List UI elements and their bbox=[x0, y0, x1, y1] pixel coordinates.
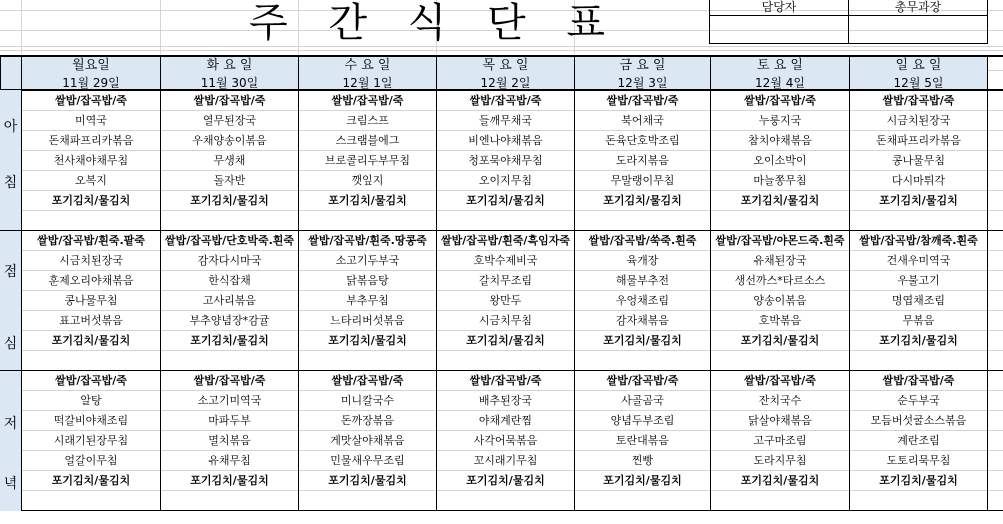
dinner-item: 쌀밥/잡곡밥/죽 bbox=[606, 374, 679, 387]
lunch-label-cell bbox=[0, 231, 21, 370]
dinner-item: 떡갈비야채조림 bbox=[53, 414, 129, 427]
lunch-item: 훈제오리야채볶음 bbox=[48, 274, 134, 287]
breakfast-item: 콩나물무침 bbox=[891, 154, 946, 167]
day-header-1 bbox=[161, 57, 298, 89]
breakfast-item: 쌀밥/잡곡밥/죽 bbox=[744, 94, 816, 107]
breakfast-item: 쌀밥/잡곡밥/죽 bbox=[606, 94, 679, 107]
dinner-item: 게맛살야채볶음 bbox=[330, 434, 405, 447]
dinner-item: 배추된장국 bbox=[478, 394, 533, 407]
lunch-item: 포기김치/물김치 bbox=[51, 334, 131, 347]
breakfast-item: 미역국 bbox=[75, 114, 107, 127]
breakfast-item: 돈채파프리카볶음 bbox=[48, 134, 134, 147]
dinner-item: 쌀밥/잡곡밥/죽 bbox=[55, 374, 127, 387]
day-header-2 bbox=[299, 57, 436, 89]
dinner-item: 포기김치/물김치 bbox=[466, 474, 545, 487]
day-name: 수 요 일 bbox=[344, 58, 391, 73]
lunch-item: 양송이볶음 bbox=[753, 294, 807, 307]
lunch-item: 시금치무침 bbox=[478, 314, 533, 327]
lunch-item: 우엉채조림 bbox=[615, 294, 670, 307]
grid-line bbox=[0, 46, 1003, 47]
breakfast-label-bottom: 침 bbox=[3, 175, 18, 191]
lunch-label-bottom: 심 bbox=[3, 336, 18, 352]
breakfast-item: 도라지볶음 bbox=[615, 154, 670, 167]
day-name: 화 요 일 bbox=[206, 58, 253, 73]
lunch-item: 쌀밥/잡곡밥/흰죽/흑임자죽 bbox=[441, 234, 570, 247]
dinner-item: 쌀밥/잡곡밥/죽 bbox=[469, 374, 542, 387]
dinner-item: 돈까장볶음 bbox=[340, 414, 395, 427]
lunch-item: 육개장 bbox=[626, 254, 659, 267]
lunch-item: 한식잡채 bbox=[208, 274, 251, 287]
dinner-item: 쌀밥/잡곡밥/죽 bbox=[882, 374, 955, 387]
dinner-item: 민물새우무조림 bbox=[330, 454, 405, 467]
dinner-item: 찐빵 bbox=[631, 454, 654, 467]
dinner-label-cell bbox=[0, 371, 21, 511]
dinner-item: 야채계란찜 bbox=[478, 414, 533, 427]
day-date: 12월 1일 bbox=[342, 76, 393, 90]
dinner-item: 포기김치/물김치 bbox=[190, 474, 269, 487]
lunch-item: 왕만두 bbox=[489, 294, 522, 307]
lunch-item: 갈치무조림 bbox=[478, 274, 533, 287]
breakfast-item: 포기김치/물김치 bbox=[51, 194, 131, 207]
lunch-item: 소고기두부국 bbox=[335, 254, 400, 267]
border-line bbox=[0, 510, 1003, 511]
lunch-item: 포기김치/물김치 bbox=[328, 334, 407, 347]
approval-label-general-affairs: 총무과장 bbox=[894, 0, 942, 14]
breakfast-item: 포기김치/물김치 bbox=[466, 194, 545, 207]
day-name: 월요일 bbox=[72, 58, 110, 73]
lunch-item: 포기김치/물김치 bbox=[740, 334, 820, 347]
border-line bbox=[709, 15, 988, 16]
dinner-item: 고구마조림 bbox=[753, 434, 807, 447]
day-header-6 bbox=[850, 57, 987, 89]
lunch-item: 호박볶음 bbox=[758, 314, 802, 327]
breakfast-item: 무생채 bbox=[213, 154, 246, 167]
border-line bbox=[987, 55, 988, 511]
dinner-label-bottom: 녁 bbox=[3, 476, 18, 492]
dinner-item: 쌀밥/잡곡밥/죽 bbox=[744, 374, 816, 387]
day-name: 금 요 일 bbox=[619, 58, 666, 73]
breakfast-item: 돌자반 bbox=[213, 174, 246, 187]
lunch-item: 포기김치/물김치 bbox=[190, 334, 269, 347]
dinner-item: 잔치국수 bbox=[758, 394, 802, 407]
dinner-item: 포기김치/물김치 bbox=[879, 474, 958, 487]
dinner-item: 도토리묵무침 bbox=[886, 454, 951, 467]
breakfast-item: 크림스프 bbox=[346, 114, 389, 127]
breakfast-item: 북어채국 bbox=[621, 114, 664, 127]
border-line bbox=[709, 43, 988, 44]
dinner-item: 얼갈이무침 bbox=[64, 454, 118, 467]
day-date: 11월 29일 bbox=[62, 76, 120, 90]
lunch-item: 건새우미역국 bbox=[886, 254, 951, 267]
approval-label-manager: 담당자 bbox=[761, 0, 797, 14]
lunch-item: 쌀밥/잡곡밥/흰죽.팥죽 bbox=[37, 234, 145, 247]
day-date: 12월 4일 bbox=[755, 76, 805, 90]
dinner-item: 포기김치/물김치 bbox=[51, 474, 131, 487]
lunch-item: 유채된장국 bbox=[753, 254, 807, 267]
dinner-item: 포기김치/물김치 bbox=[603, 474, 682, 487]
lunch-item: 우불고기 bbox=[897, 274, 940, 287]
day-date: 12월 3일 bbox=[617, 76, 668, 90]
dinner-item: 꼬시래기무침 bbox=[473, 454, 538, 467]
lunch-item: 포기김치/물김치 bbox=[879, 334, 958, 347]
breakfast-item: 시금치된장국 bbox=[886, 114, 951, 127]
breakfast-item: 브로콜리두부무침 bbox=[324, 154, 410, 167]
dinner-item: 멸치볶음 bbox=[208, 434, 251, 447]
breakfast-item: 쌀밥/잡곡밥/죽 bbox=[469, 94, 542, 107]
dinner-item: 사골곰국 bbox=[621, 394, 664, 407]
day-header-4 bbox=[575, 57, 710, 89]
breakfast-item: 포기김치/물김치 bbox=[879, 194, 958, 207]
lunch-item: 호박수제비국 bbox=[473, 254, 538, 267]
dinner-item: 미니칼국수 bbox=[340, 394, 395, 407]
lunch-item: 닭볶음탕 bbox=[346, 274, 389, 287]
dinner-item: 소고기미역국 bbox=[197, 394, 262, 407]
breakfast-item: 열무된장국 bbox=[202, 114, 257, 127]
lunch-item: 포기김치/물김치 bbox=[603, 334, 682, 347]
dinner-label-top: 저 bbox=[3, 416, 18, 432]
lunch-item: 생선까스*타르소스 bbox=[734, 274, 826, 287]
lunch-item: 쌀밥/잡곡밥/야몬드죽.흰죽 bbox=[715, 234, 845, 247]
dinner-item: 모듬버섯굴소스볶음 bbox=[870, 414, 967, 427]
breakfast-item: 청포묵야채무침 bbox=[468, 154, 543, 167]
breakfast-item: 비엔나야채볶음 bbox=[468, 134, 543, 147]
dinner-item: 포기김치/물김치 bbox=[740, 474, 820, 487]
lunch-item: 명엽채조림 bbox=[891, 294, 946, 307]
day-name: 토 요 일 bbox=[757, 58, 803, 73]
breakfast-item: 쌀밥/잡곡밥/죽 bbox=[331, 94, 404, 107]
breakfast-item: 마늘쫑무침 bbox=[753, 174, 807, 187]
day-date: 12월 5일 bbox=[893, 76, 944, 90]
day-name: 일 요 일 bbox=[895, 58, 942, 73]
lunch-item: 쌀밥/잡곡밥/단호박죽.흰죽 bbox=[164, 234, 295, 247]
lunch-item: 감자다시마국 bbox=[197, 254, 262, 267]
day-header-0 bbox=[22, 57, 160, 89]
breakfast-item: 들깨무채국 bbox=[478, 114, 533, 127]
dinner-item: 쌀밥/잡곡밥/죽 bbox=[331, 374, 404, 387]
lunch-item: 무볶음 bbox=[902, 314, 935, 327]
breakfast-item: 포기김치/물김치 bbox=[603, 194, 682, 207]
dinner-item: 마파두부 bbox=[208, 414, 251, 427]
dinner-item: 유채무침 bbox=[208, 454, 251, 467]
lunch-item: 쌀밥/잡곡밥/참깨죽.흰죽 bbox=[859, 234, 978, 247]
breakfast-item: 쌀밥/잡곡밥/죽 bbox=[193, 94, 266, 107]
breakfast-item: 참치야채볶음 bbox=[748, 134, 812, 147]
breakfast-item: 돈채파프리카볶음 bbox=[875, 134, 961, 147]
breakfast-label-top: 아 bbox=[3, 119, 18, 135]
lunch-item: 시금치된장국 bbox=[59, 254, 123, 267]
day-date: 12월 2일 bbox=[480, 76, 531, 90]
header-corner-cell bbox=[1, 57, 21, 89]
dinner-item: 양념두부조림 bbox=[610, 414, 675, 427]
dinner-item: 도라지무침 bbox=[753, 454, 807, 467]
breakfast-item: 포기김치/물김치 bbox=[740, 194, 820, 207]
dinner-item: 닭살야채볶음 bbox=[748, 414, 812, 427]
lunch-item: 부추무침 bbox=[346, 294, 389, 307]
dinner-item: 사각어묵볶음 bbox=[473, 434, 538, 447]
breakfast-item: 무말랭이무침 bbox=[610, 174, 675, 187]
dinner-item: 쌀밥/잡곡밥/죽 bbox=[193, 374, 266, 387]
breakfast-item: 깻잎지 bbox=[351, 174, 384, 187]
lunch-item: 콩나물무침 bbox=[64, 294, 118, 307]
breakfast-label-cell bbox=[0, 90, 21, 230]
lunch-item: 고사리볶음 bbox=[202, 294, 257, 307]
breakfast-item: 누룽지국 bbox=[758, 114, 802, 127]
day-name: 목 요 일 bbox=[482, 58, 529, 73]
dinner-item: 알탕 bbox=[80, 394, 102, 407]
dinner-item: 포기김치/물김치 bbox=[328, 474, 407, 487]
lunch-item: 쌀밥/잡곡밥/쑥죽.흰죽 bbox=[588, 234, 697, 247]
page-title: 주 간 식 단 표 bbox=[248, 0, 620, 46]
lunch-label-top: 점 bbox=[3, 264, 18, 280]
lunch-item: 부추양념장*감귤 bbox=[189, 314, 270, 327]
breakfast-item: 포기김치/물김치 bbox=[190, 194, 269, 207]
day-header-5 bbox=[711, 57, 849, 89]
lunch-item: 감자채볶음 bbox=[615, 314, 670, 327]
day-header-3 bbox=[437, 57, 574, 89]
breakfast-item: 다시마튀각 bbox=[891, 174, 946, 187]
dinner-item: 계란조림 bbox=[897, 434, 940, 447]
day-date: 11월 30일 bbox=[200, 76, 259, 90]
lunch-item: 표고버섯볶음 bbox=[59, 314, 123, 327]
breakfast-item: 오이지무침 bbox=[478, 174, 533, 187]
breakfast-item: 쌀밥/잡곡밥/죽 bbox=[882, 94, 955, 107]
border-line bbox=[987, 0, 988, 44]
dinner-item: 시래기된장무침 bbox=[53, 434, 129, 447]
breakfast-item: 돈육단호박조림 bbox=[605, 134, 680, 147]
breakfast-item: 우채양송이볶음 bbox=[192, 134, 267, 147]
breakfast-item: 포기김치/물김치 bbox=[328, 194, 407, 207]
breakfast-item: 오복지 bbox=[75, 174, 107, 187]
breakfast-item: 오이소박이 bbox=[753, 154, 807, 167]
lunch-item: 느타리버섯볶음 bbox=[330, 314, 405, 327]
lunch-item: 포기김치/물김치 bbox=[466, 334, 545, 347]
dinner-item: 토란대볶음 bbox=[615, 434, 670, 447]
lunch-item: 해물부추전 bbox=[615, 274, 670, 287]
grid-line bbox=[0, 50, 1003, 51]
dinner-item: 순두부국 bbox=[897, 394, 940, 407]
lunch-item: 쌀밥/잡곡밥/흰죽.땅콩죽 bbox=[308, 234, 427, 247]
breakfast-item: 쌀밥/잡곡밥/죽 bbox=[55, 94, 127, 107]
breakfast-item: 스크램블에그 bbox=[335, 134, 400, 147]
breakfast-item: 천사채야채무침 bbox=[53, 154, 129, 167]
